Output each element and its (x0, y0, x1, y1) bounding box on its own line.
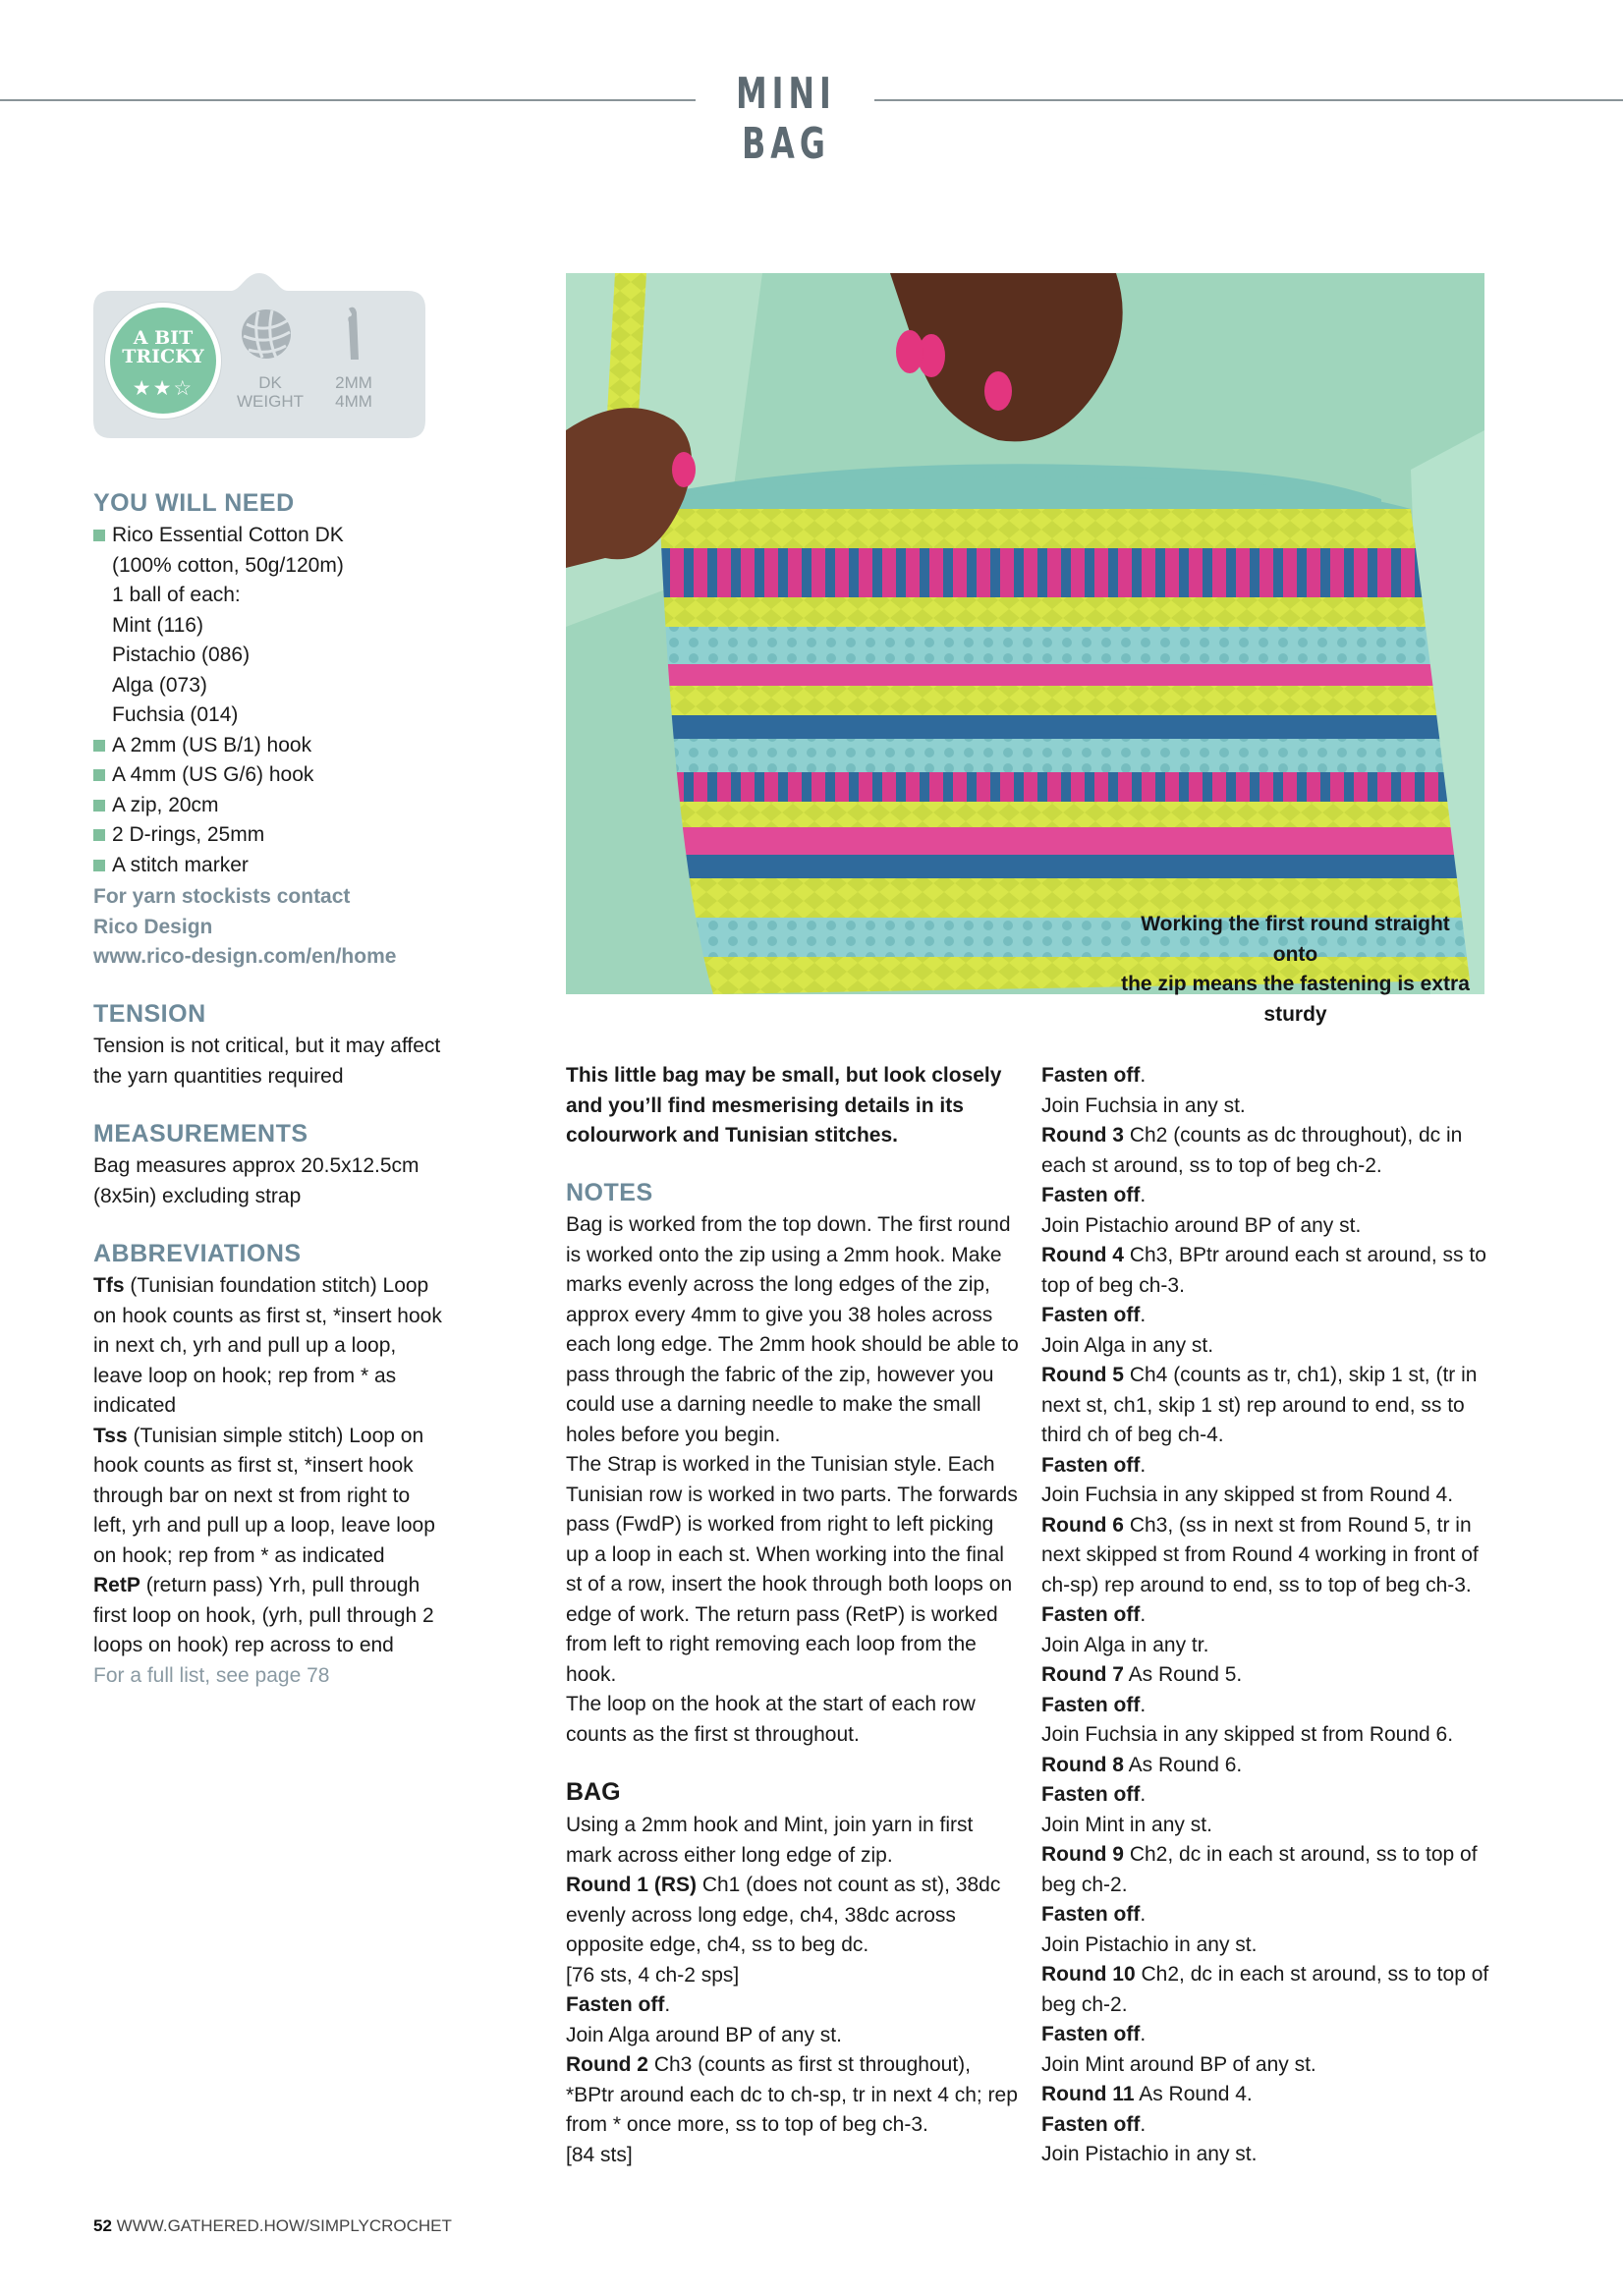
abbreviations-heading: ABBREVIATIONS (93, 1240, 302, 1267)
tension-heading: TENSION (93, 1000, 206, 1028)
instruction-line: Fasten off. (1041, 2112, 1147, 2136)
stockists-info: For yarn stockists contact Rico Design www.rico-design.com/en/home (93, 882, 486, 973)
website-url: WWW.GATHERED.HOW/SIMPLYCROCHET (116, 2216, 452, 2235)
difficulty-circle (105, 303, 221, 419)
instruction-line: Fasten off. (1041, 2023, 1147, 2045)
abbreviations-list (93, 1271, 447, 1691)
instruction-line: Fasten off. (1041, 1064, 1147, 1087)
header-rule-right (874, 99, 1623, 101)
photo-caption: Working the first round straight onto the zip means the fastening is extra sturdy (1121, 913, 1470, 1026)
instruction-line: Fasten off. (1041, 1603, 1147, 1626)
page-footer (93, 2216, 452, 2236)
crochet-hook-icon (339, 305, 368, 364)
you-will-need-heading: YOU WILL NEED (93, 489, 295, 517)
tension-text: Tension is not critical, but it may affect the yarn quantities required (93, 1035, 441, 1088)
instruction-line: Fasten off. (1041, 1693, 1147, 1716)
shade-item: Pistachio (086) (112, 644, 251, 666)
page-number: 52 (93, 2216, 112, 2235)
yarn-ball-icon (239, 307, 294, 362)
notes-paragraph: The loop on the hook at the start of each row counts as the first st throughout. (566, 1693, 976, 1746)
list-item: (100% cotton, 50g/120m) (112, 553, 344, 577)
list-item: A 2mm (US B/1) hook (93, 731, 486, 761)
abbreviation-entry: Tfs (Tunisian foundation stitch) Loop on hook counts as first st, *insert hook in next ch, yrh and pull up a loop, leave loop on hook; rep from * as indicated (93, 1274, 442, 1417)
instruction-line: Round 7 As Round 5. (1041, 1663, 1243, 1686)
instruction-line: Using a 2mm hook and Mint, join yarn in first mark across either long edge of zip. (566, 1814, 974, 1867)
instruction-line: Round 6 Ch3, (ss in next st from Round 5, tr in next skipped st from Round 4 working in front of ch-sp) rep around to end, ss to top of beg ch-3. (1041, 1513, 1479, 1596)
measurements-heading: MEASUREMENTS (93, 1120, 308, 1148)
instruction-line: Join Fuchsia in any skipped st from Round 6. (1041, 1723, 1454, 1746)
instruction-line: Fasten off. (1041, 1453, 1147, 1477)
intro-text: This little bag may be small, but look closely and you’ll find mesmerising details in its colourwork and Tunisian stitches. (566, 1064, 1002, 1147)
measurements-text: Bag measures approx 20.5x12.5cm (8x5in) excluding strap (93, 1154, 420, 1207)
instruction-line: Join Mint in any st. (1041, 1813, 1212, 1836)
instruction-line: Fasten off. (566, 1993, 671, 2016)
difficulty-badge (93, 273, 425, 438)
instruction-line: Join Pistachio around BP of any st. (1041, 1213, 1362, 1237)
header-rule-left (0, 99, 696, 101)
yarn-weight-label: DK WEIGHT (237, 373, 304, 411)
shade-item: Alga (073) (112, 673, 207, 697)
list-item: A 4mm (US G/6) hook (93, 760, 486, 791)
bag-instructions (566, 1811, 1020, 2170)
instruction-line: Round 8 As Round 6. (1041, 1753, 1243, 1776)
stockist-link[interactable]: www.rico-design.com/en/home (93, 945, 397, 968)
instruction-line: Round 4 Ch3, BPtr around each st around, ss to top of beg ch-3. (1041, 1244, 1486, 1297)
difficulty-stars: ★★☆ (132, 377, 195, 400)
instruction-line: Join Pistachio in any st. (1041, 1932, 1258, 1956)
notes-text (566, 1210, 1020, 1750)
instruction-line: Fasten off. (1041, 1184, 1147, 1206)
notes-paragraph: Bag is worked from the top down. The first round is worked onto the zip using a 2mm hook. Make marks evenly across the long edges of the zip, approx every 4mm to give you 38 holes across each long edge. The 2mm hook should be able to pass through the fabric of the zip, however you could use a darning needle to make the small holes before you begin. (566, 1213, 1019, 1446)
materials-list (93, 521, 486, 880)
list-item: A zip, 20cm (93, 791, 486, 821)
instruction-line: Round 2 Ch3 (counts as first st throughout), *BPtr around each dc to ch-sp, tr in next 4 ch; rep from * once more, ss to top of beg ch-3. (566, 2053, 1018, 2136)
full-list-link[interactable]: For a full list, see page 78 (93, 1663, 330, 1687)
instruction-line: Join Fuchsia in any st. (1041, 1093, 1246, 1117)
bag-heading: BAG (566, 1778, 621, 1806)
instruction-line: Round 10 Ch2, dc in each st around, ss to top of beg ch-2. (1041, 1963, 1489, 2016)
instruction-line: Join Alga in any st. (1041, 1333, 1214, 1357)
instruction-line: Fasten off. (1041, 1783, 1147, 1806)
list-item: A stitch marker (93, 851, 486, 881)
instruction-line: Join Pistachio in any st. (1041, 2143, 1258, 2165)
bag-photo (566, 273, 1484, 1026)
abbreviation-entry: Tss (Tunisian simple stitch) Loop on hook counts as first st, *insert hook through bar on next st from right to left, yrh and pull up a loop, leave loop on hook; rep from * as indicated (93, 1424, 435, 1567)
instruction-line: Round 11 As Round 4. (1041, 2083, 1253, 2105)
list-item: 2 D-rings, 25mm (93, 820, 486, 851)
instruction-line: Fasten off. (1041, 1903, 1147, 1926)
stitch-count: [76 sts, 4 ch-2 sps] (566, 1963, 740, 1987)
stitch-count: [84 sts] (566, 2143, 633, 2166)
shade-item: Mint (116) (112, 613, 203, 637)
pattern-rounds (1041, 1061, 1503, 2170)
crochet-bag-illustration (566, 273, 1484, 994)
instruction-line: Round 3 Ch2 (counts as dc throughout), dc in each st around, ss to top of beg ch-2. (1041, 1124, 1463, 1177)
abbreviation-entry: RetP (return pass) Yrh, pull through first loop on hook, (yrh, pull through 2 loops on hook) rep across to end (93, 1574, 434, 1656)
instruction-line: Join Fuchsia in any skipped st from Round 4. (1041, 1484, 1454, 1506)
instruction-line: Join Mint around BP of any st. (1041, 2052, 1316, 2076)
page-title: MINI BAG (736, 69, 836, 169)
list-item: Rico Essential Cotton DK (93, 521, 486, 551)
instruction-line: Join Alga in any tr. (1041, 1633, 1209, 1656)
notes-paragraph: The Strap is worked in the Tunisian style. Each Tunisian row is worked in two parts. The forwards pass (FwdP) is worked from right to left picking up a loop in each st. When working into the final st of a row, insert the hook through both loops on edge of work. The return pass (RetP) is worked from left to right removing each loop from the hook. (566, 1453, 1018, 1686)
instruction-line: Join Alga around BP of any st. (566, 2023, 842, 2046)
instruction-line: Round 5 Ch4 (counts as tr, ch1), skip 1 st, (tr in next st, ch1, skip 1 st) rep around to end, ss to third ch of beg ch-4. (1041, 1364, 1478, 1446)
difficulty-level: A BIT TRICKY (122, 327, 204, 367)
instruction-line: Fasten off. (1041, 1304, 1147, 1326)
instruction-line: Round 1 (RS) Ch1 (does not count as st), 38dc evenly across long edge, ch4, 38dc across opposite edge, ch4, ss to beg dc. (566, 1874, 1001, 1956)
instruction-line: Round 9 Ch2, dc in each st around, ss to top of beg ch-2. (1041, 1843, 1478, 1896)
hook-size-label: 2MM 4MM (335, 373, 372, 411)
notes-heading: NOTES (566, 1179, 653, 1206)
shade-item: Fuchsia (014) (112, 703, 239, 726)
list-item: 1 ball of each: (112, 584, 241, 606)
